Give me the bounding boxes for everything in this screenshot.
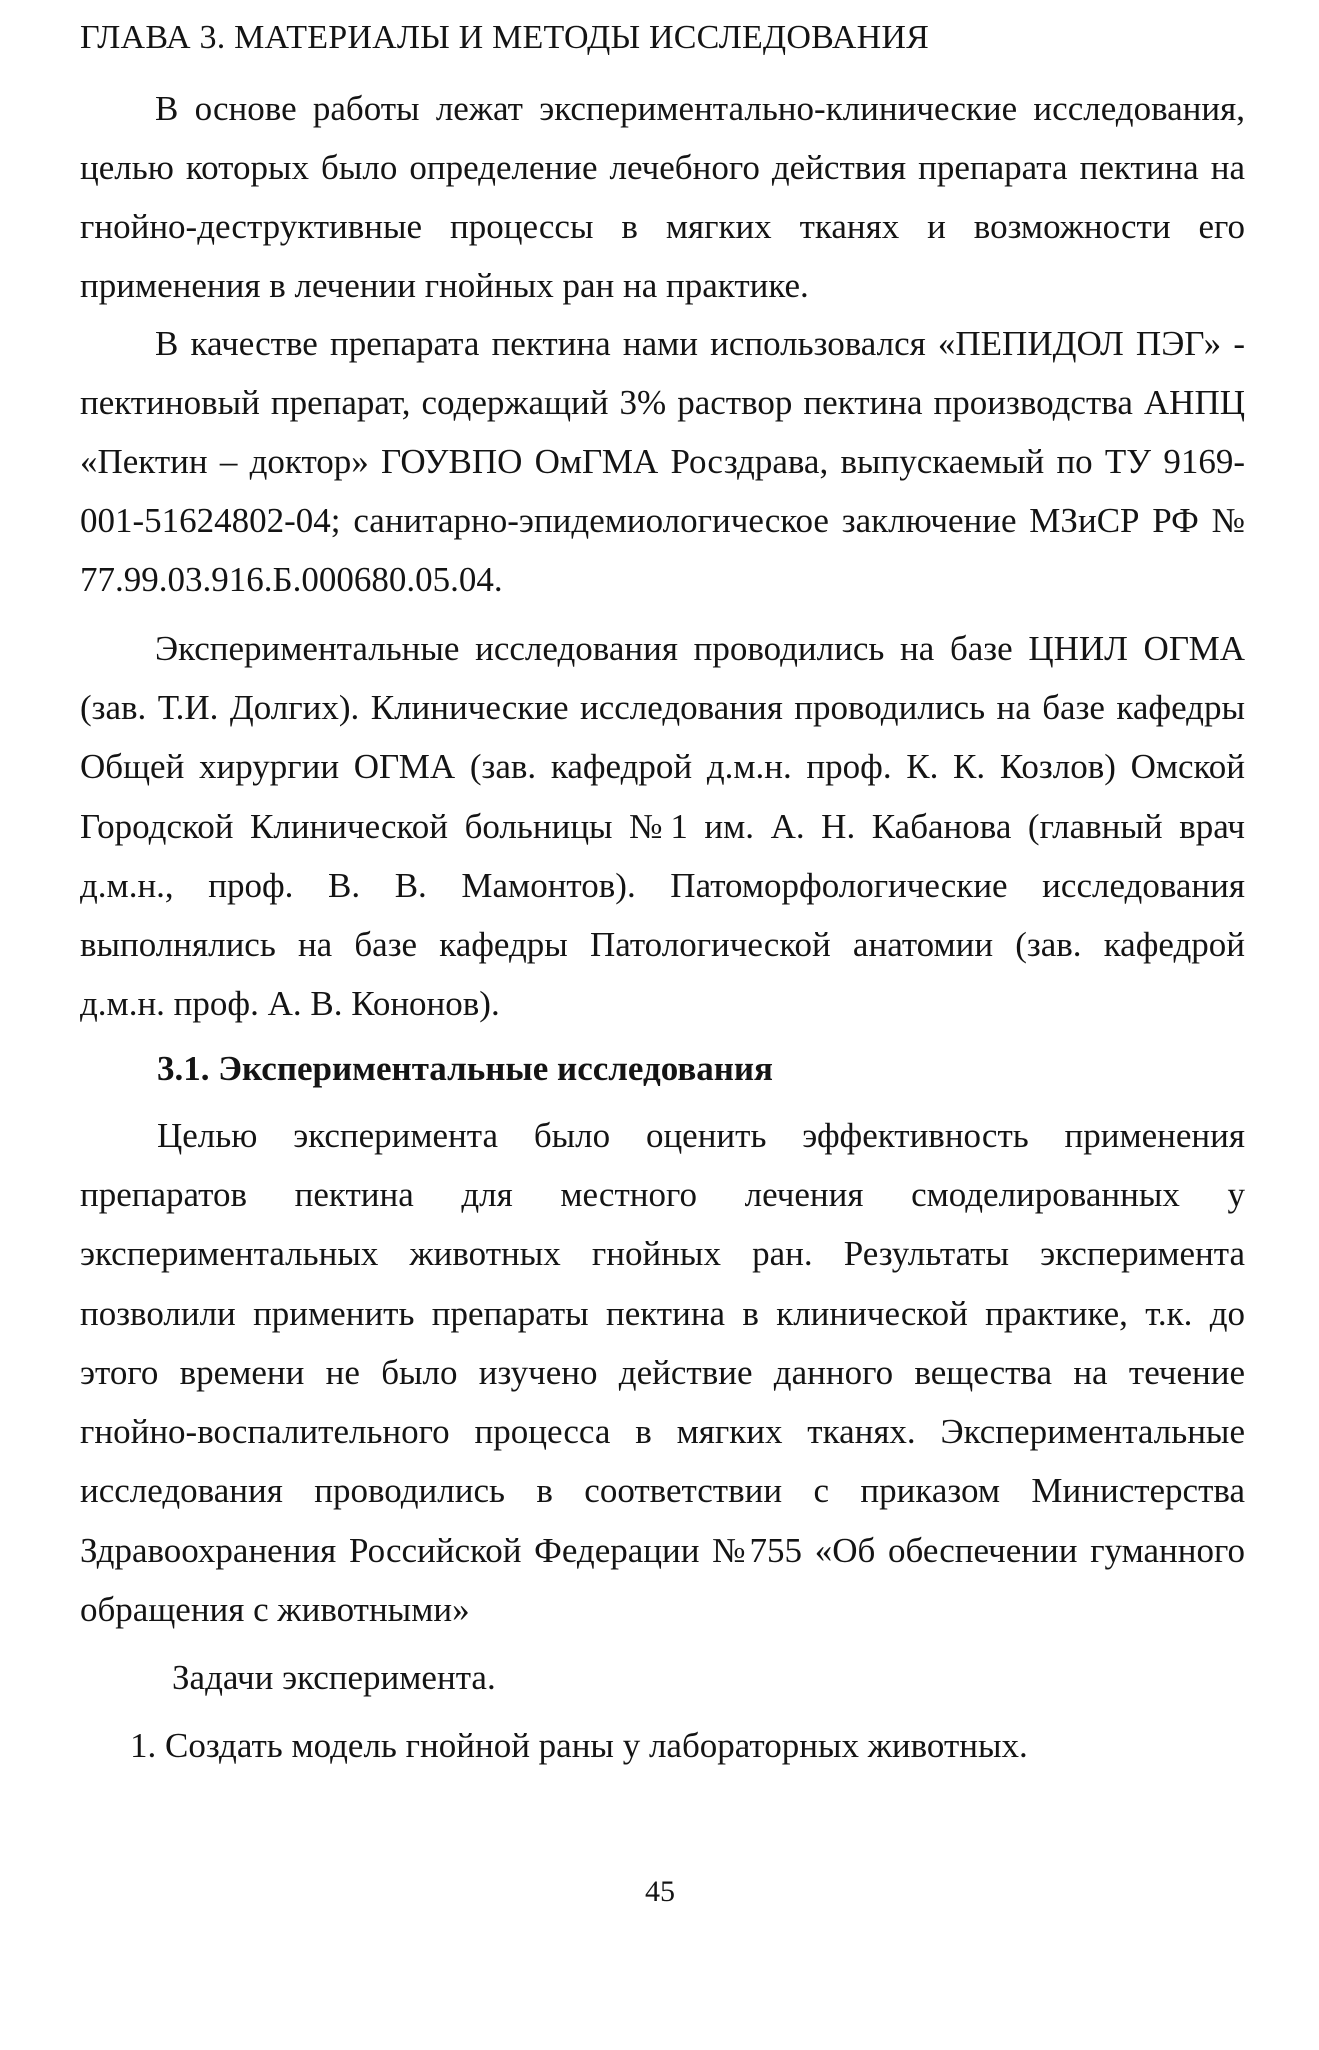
paragraph-4-line-3: экспериментальных животных гнойных ран. Результаты эксперимента [80,1234,1245,1273]
paragraph-3-line-2: (зав. Т.И. Долгих). Клинические исследования проводились на базе кафедры [80,688,1245,727]
section-heading: 3.1. Экспериментальные исследования [157,1049,773,1088]
paragraph-4-line-5: этого времени не было изучено действие данного вещества на течение [80,1353,1245,1392]
paragraph-4-line-2: препаратов пектина для местного лечения смоделированных у [80,1175,1245,1214]
paragraph-4-line-6: гнойно-воспалительного процесса в мягких тканях. Экспериментальные [80,1412,1245,1451]
paragraph-2-line-4: 001-51624802-04; санитарно-эпидемиологическое заключение МЗиСР РФ № [80,501,1245,540]
paragraph-2-line-2: пектиновый препарат, содержащий 3% раствор пектина производства АНПЦ [80,383,1245,422]
paragraph-4-line-8: Здравоохранения Российской Федерации №755 «Об обеспечении гуманного [80,1531,1245,1570]
task-item-1: 1. Создать модель гнойной раны у лабораторных животных. [130,1726,1028,1765]
paragraph-3-line-1: Экспериментальные исследования проводились на базе ЦНИЛ ОГМА [155,629,1245,668]
paragraph-4-line-4: позволили применить препараты пектина в клинической практике, т.к. до [80,1294,1245,1333]
paragraph-1-line-3: гнойно-деструктивные процессы в мягких тканях и возможности его [80,207,1245,246]
paragraph-3-line-3: Общей хирургии ОГМА (зав. кафедрой д.м.н. проф. К. К. Козлов) Омской [80,747,1245,786]
tasks-heading: Задачи эксперимента. [172,1658,496,1697]
paragraph-1-line-4: применения в лечении гнойных ран на практике. [80,266,809,305]
paragraph-2-line-5: 77.99.03.916.Б.000680.05.04. [80,560,503,599]
chapter-title: ГЛАВА 3. МАТЕРИАЛЫ И МЕТОДЫ ИССЛЕДОВАНИЯ [80,19,929,56]
paragraph-2-line-1: В качестве препарата пектина нами использовался «ПЕПИДОЛ ПЭГ» - [155,324,1245,363]
paragraph-3-line-4: Городской Клинической больницы №1 им. А. Н. Кабанова (главный врач [80,807,1245,846]
paragraph-1-line-2: целью которых было определение лечебного действия препарата пектина на [80,148,1245,187]
paragraph-3-line-6: выполнялись на базе кафедры Патологической анатомии (зав. кафедрой [80,925,1245,964]
paragraph-4-line-7: исследования проводились в соответствии с приказом Министерства [80,1471,1245,1510]
page-number: 45 [645,1875,675,1908]
paragraph-3-line-7: д.м.н. проф. А. В. Кононов). [80,984,500,1023]
paragraph-1-line-1: В основе работы лежат экспериментально-клинические исследования, [155,89,1245,128]
paragraph-4-line-1: Целью эксперимента было оценить эффективность применения [157,1116,1245,1155]
paragraph-3-line-5: д.м.н., проф. В. В. Мамонтов). Патоморфологические исследования [80,866,1245,905]
paragraph-2-line-3: «Пектин – доктор» ГОУВПО ОмГМА Росздрава, выпускаемый по ТУ 9169- [80,442,1245,481]
paragraph-4-line-9: обращения с животными» [80,1590,470,1629]
